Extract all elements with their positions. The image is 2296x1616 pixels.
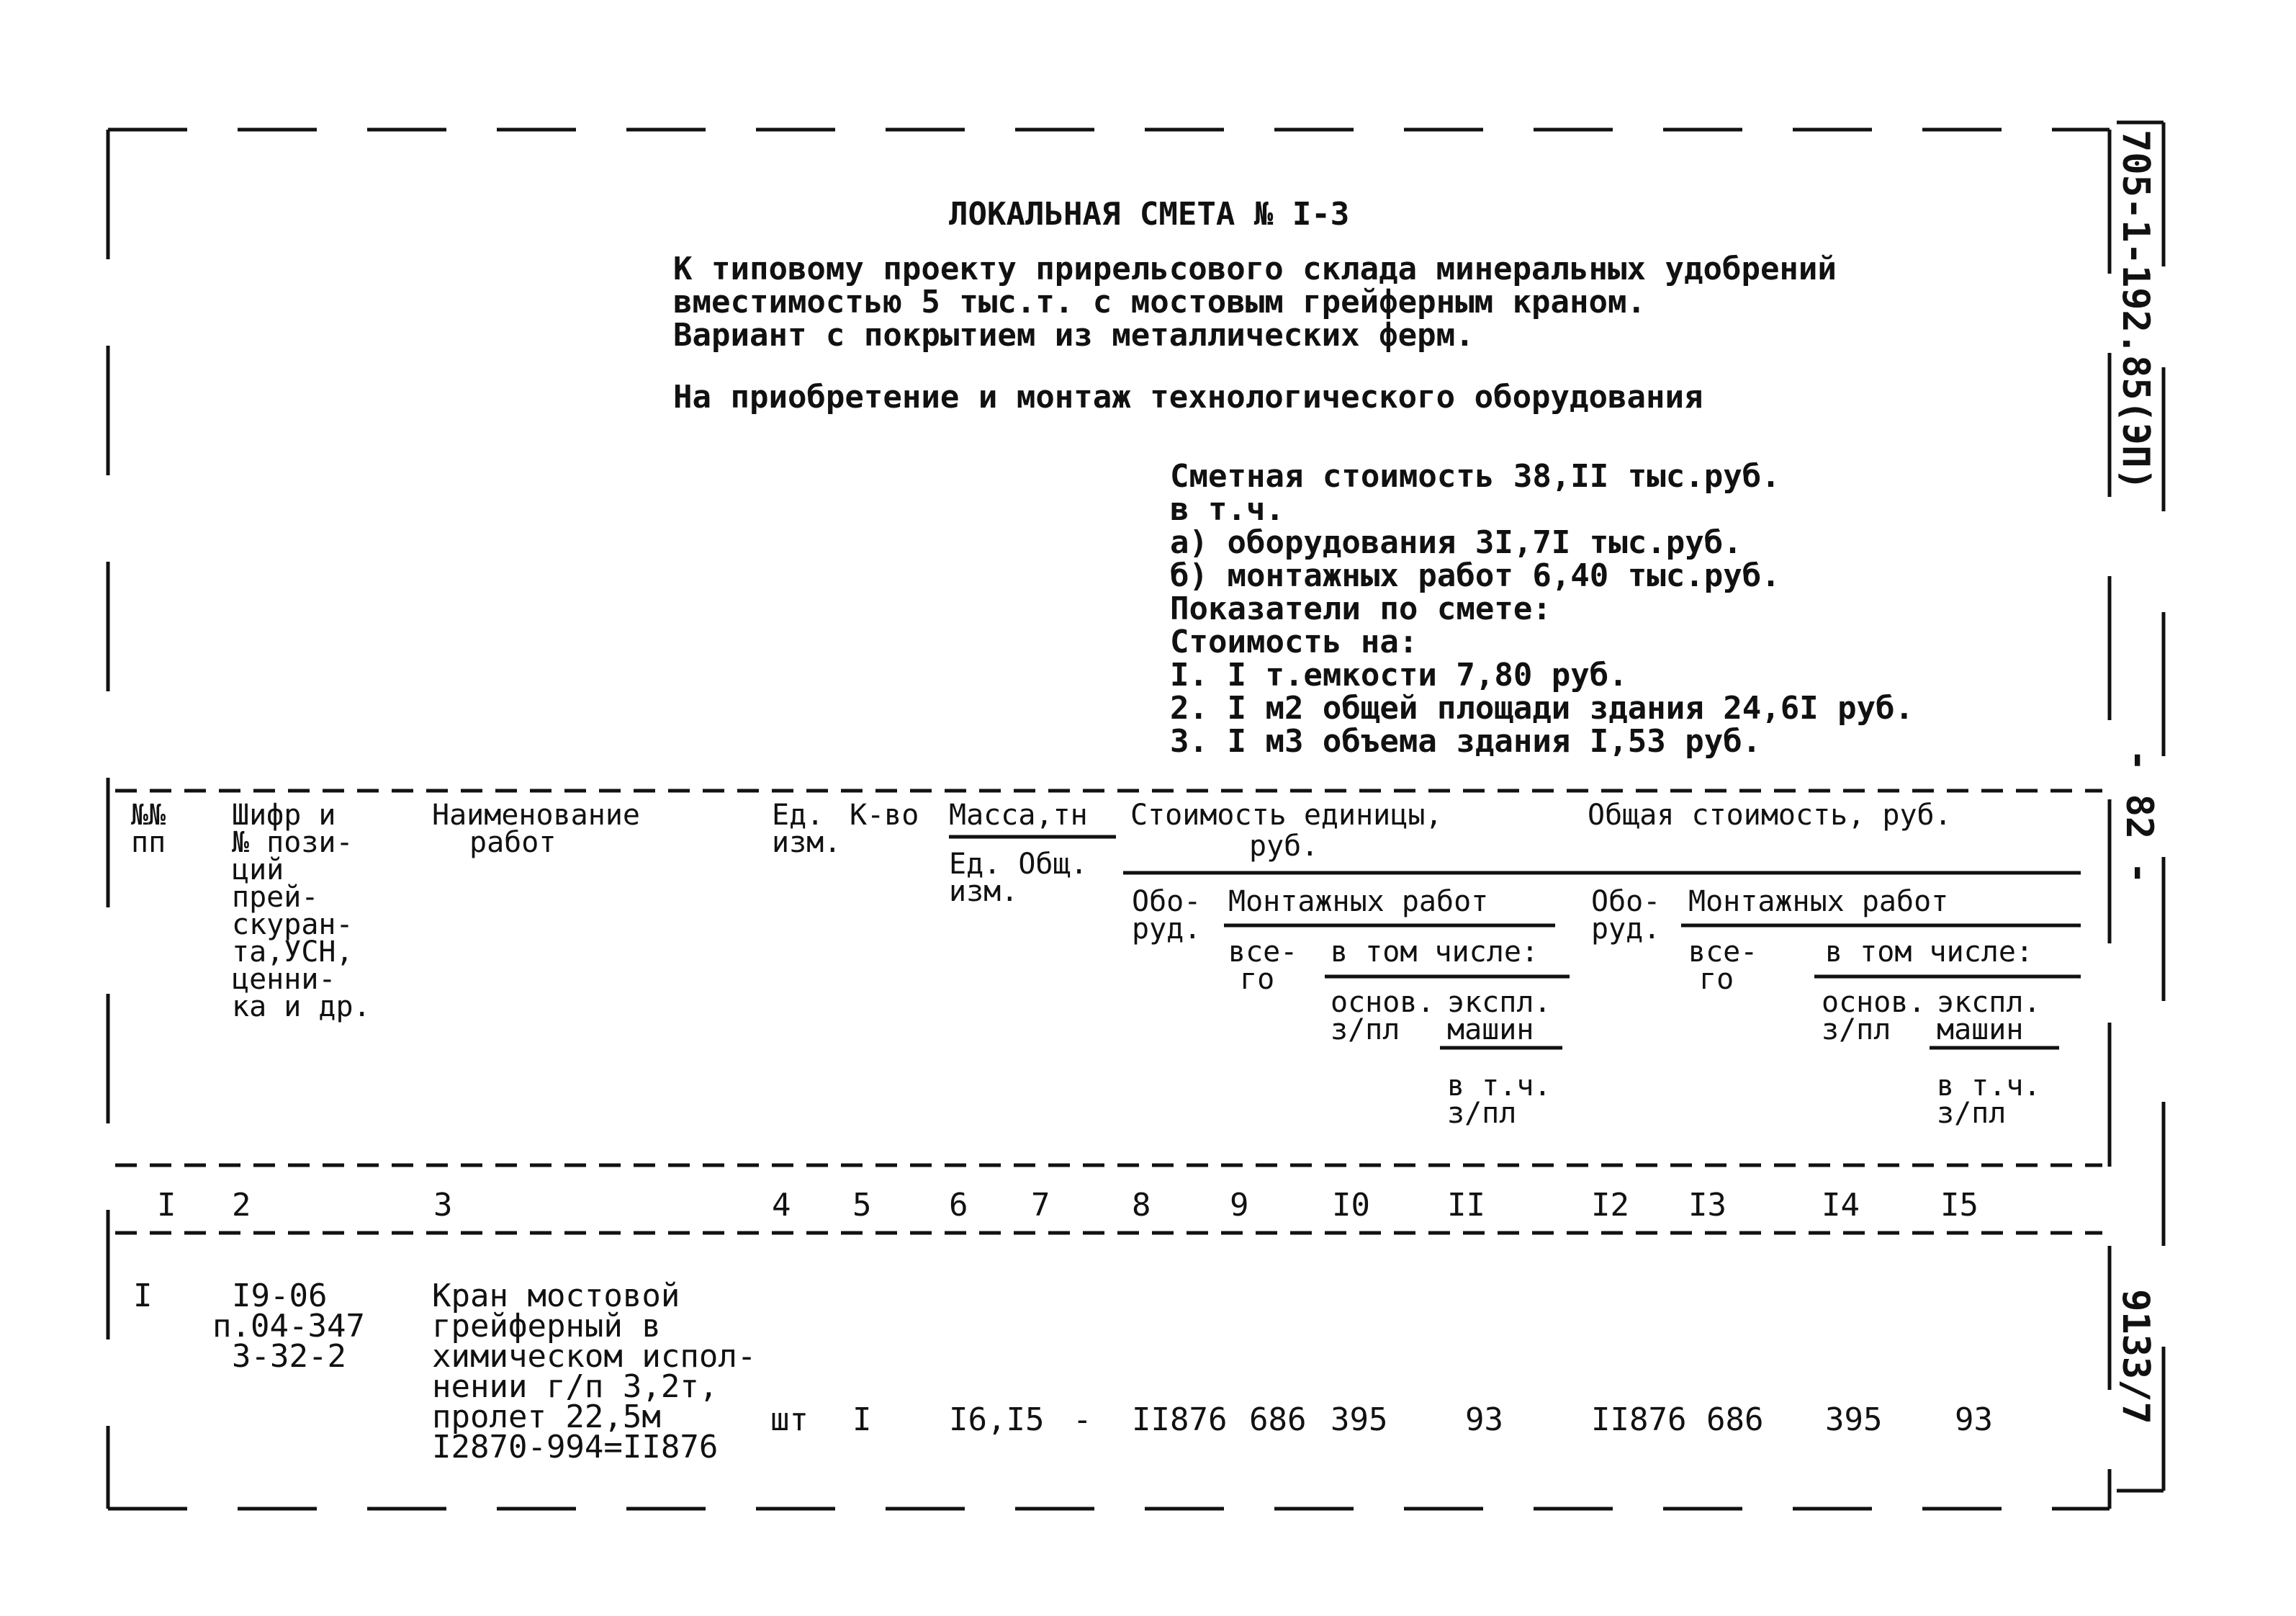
header-total-base-wage-1: основ.	[1822, 986, 1926, 1019]
header-code-7: ценни-	[232, 963, 336, 996]
row-machines-unit: 93	[1465, 1401, 1503, 1438]
header-no-2: пп	[131, 826, 166, 859]
header-code-4: прей-	[232, 881, 319, 914]
summary-line-4: б) монтажных работ 6,40 тыс.руб.	[1170, 557, 1780, 594]
summary-line-3: а) оборудования 3I,7I тыс.руб.	[1170, 524, 1742, 561]
header-code-1: Шифр и	[232, 799, 336, 832]
header-name-1: Наименование	[432, 799, 640, 832]
column-number: I3	[1688, 1187, 1726, 1224]
summary-line-5: Показатели по смете:	[1170, 591, 1552, 627]
column-number: 7	[1031, 1187, 1050, 1224]
header-unit-machines-2: машин	[1447, 1013, 1534, 1046]
header-code-6: та,УСН,	[232, 935, 354, 969]
header-unit-cost-rub: руб.	[1249, 830, 1319, 863]
header-total-machines-1: экспл.	[1937, 986, 2041, 1019]
header-total-total-1: все-	[1688, 935, 1758, 969]
row-name-6: I2870-994=II876	[432, 1429, 719, 1465]
row-no: I	[133, 1278, 153, 1314]
column-number: 5	[852, 1187, 872, 1224]
column-number: I4	[1822, 1187, 1860, 1224]
row-install-total: 686	[1706, 1401, 1764, 1438]
purpose-line: На приобретение и монтаж технологического оборудования	[673, 379, 1703, 416]
row-equip-total: II876	[1591, 1401, 1687, 1438]
header-total-equip-2: руд.	[1591, 912, 1661, 946]
header-total-incl: в том числе:	[1825, 935, 2033, 969]
header-mass-sub-1: Ед. Общ.	[949, 848, 1088, 881]
row-install-unit: 686	[1249, 1401, 1307, 1438]
row-base-wage-unit: 395	[1331, 1401, 1388, 1438]
header-mass: Масса,тн	[949, 799, 1088, 832]
header-unit-incl: в том числе:	[1331, 935, 1539, 969]
summary-line-8: 2. I м2 общей площади здания 24,6I руб.	[1170, 690, 1914, 727]
header-unit-total-1: все-	[1228, 935, 1298, 969]
row-name-2: грейферный в	[432, 1308, 661, 1345]
header-total-base-wage-2: з/пл	[1822, 1013, 1891, 1046]
column-number: I2	[1591, 1187, 1629, 1224]
column-number: 2	[232, 1187, 251, 1224]
document-title: ЛОКАЛЬНАЯ СМЕТА № I-3	[949, 196, 1350, 233]
column-number: I0	[1332, 1187, 1370, 1224]
row-name-3: химическом испол-	[432, 1338, 757, 1375]
header-total-install: Монтажных работ	[1688, 885, 1949, 918]
row-base-wage-total: 395	[1825, 1401, 1883, 1438]
header-unit-1: Ед.	[772, 799, 824, 832]
sheet-code: 9133/7	[2114, 1289, 2157, 1424]
header-total-incl-wage-1: в т.ч.	[1937, 1069, 2041, 1103]
header-unit-incl-wage-2: з/пл	[1447, 1097, 1517, 1130]
header-unit-base-wage-1: основ.	[1331, 986, 1435, 1019]
row-code-3: 3-32-2	[232, 1338, 346, 1375]
column-number: I	[157, 1187, 176, 1224]
subtitle-line-2: вместимостью 5 тыс.т. с мостовым грейферным краном.	[673, 284, 1647, 320]
column-number: 8	[1132, 1187, 1151, 1224]
doc-code: 705-1-192.85(ЭП)	[2114, 130, 2157, 490]
header-no-1: №№	[131, 799, 166, 832]
row-code-2: п.04-347	[212, 1308, 365, 1345]
header-total-machines-2: машин	[1937, 1013, 2024, 1046]
column-number: 6	[949, 1187, 968, 1224]
header-total-total-2: го	[1699, 963, 1734, 996]
header-unit-incl-wage-1: в т.ч.	[1447, 1069, 1552, 1103]
header-unit-equip-2: руд.	[1132, 912, 1202, 946]
header-unit-total-2: го	[1240, 963, 1275, 996]
column-number: 9	[1230, 1187, 1249, 1224]
header-total-cost: Общая стоимость, руб.	[1588, 799, 1952, 832]
header-total-equip-1: Обо-	[1591, 885, 1661, 918]
row-unit: шт	[770, 1401, 809, 1438]
header-name-2: работ	[469, 826, 557, 859]
subtitle-line-3: Вариант с покрытием из металлических ферм.	[673, 317, 1475, 354]
header-unit-2: изм.	[772, 826, 842, 859]
header-qty: К-во	[850, 799, 919, 832]
column-number: 4	[772, 1187, 791, 1224]
row-mass-unit: I6,I5	[949, 1401, 1045, 1438]
header-total-incl-wage-2: з/пл	[1937, 1097, 2007, 1130]
header-unit-machines-1: экспл.	[1447, 986, 1552, 1019]
header-unit-cost: Стоимость единицы,	[1130, 799, 1443, 832]
header-code-8: ка и др.	[232, 990, 371, 1023]
row-qty: I	[852, 1401, 872, 1438]
header-unit-base-wage-2: з/пл	[1331, 1013, 1400, 1046]
row-mass-total: -	[1073, 1401, 1092, 1438]
column-number: 3	[433, 1187, 453, 1224]
row-name-4: нении г/п 3,2т,	[432, 1368, 719, 1405]
summary-line-2: в т.ч.	[1170, 491, 1284, 528]
header-mass-sub-2: изм.	[949, 875, 1019, 908]
row-name-1: Кран мостовой	[432, 1278, 680, 1314]
column-number: I5	[1940, 1187, 1978, 1224]
header-code-2: № пози-	[232, 826, 354, 859]
subtitle-line-1: К типовому проекту прирельсового склада минеральных удобрений	[673, 251, 1837, 287]
row-machines-total: 93	[1955, 1401, 1993, 1438]
summary-line-1: Сметная стоимость 38,II тыс.руб.	[1170, 458, 1780, 495]
summary-line-9: 3. I м3 объема здания I,53 руб.	[1170, 723, 1762, 760]
page-number: - 82 -	[2117, 749, 2161, 884]
header-unit-install: Монтажных работ	[1228, 885, 1489, 918]
summary-line-6: Стоимость на:	[1170, 624, 1418, 660]
header-code-5: скуран-	[232, 908, 354, 941]
summary-line-7: I. I т.емкости 7,80 руб.	[1170, 657, 1628, 693]
row-name-5: пролет 22,5м	[432, 1399, 661, 1435]
row-equip-unit: II876	[1132, 1401, 1228, 1438]
row-code-1: I9-06	[232, 1278, 328, 1314]
header-code-3: ций	[232, 853, 284, 886]
header-unit-equip-1: Обо-	[1132, 885, 1202, 918]
column-number: II	[1447, 1187, 1485, 1224]
